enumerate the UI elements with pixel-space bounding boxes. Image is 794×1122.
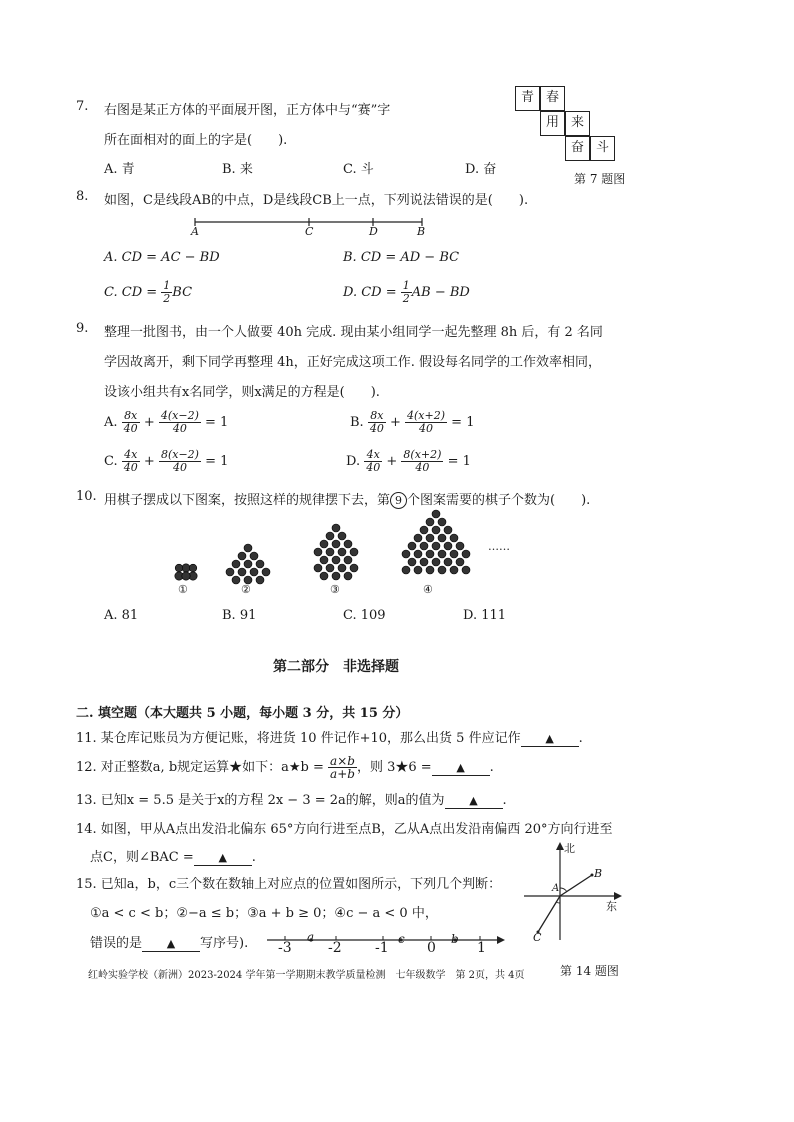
answer-triangle: ▲ <box>166 937 176 950</box>
fill-heading: 二. 填空题（本大题共 5 小题，每小题 3 分，共 15 分） <box>76 706 409 721</box>
pattern-ellipsis: …… <box>488 540 510 553</box>
q15-line1: 15. 已知a，b，c三个数在数轴上对应点的位置如图所示，下列几个判断： <box>76 877 502 892</box>
part2-title: 第二部分 非选择题 <box>273 659 399 675</box>
net-cell: 青 <box>515 86 540 111</box>
q15-line2: ①a < c < b；②−a ≤ b；③a + b ≥ 0；④c − a < 0 中， <box>90 906 438 921</box>
answer-triangle: ▲ <box>545 732 554 745</box>
q10-option-a: A. 81 <box>104 608 139 623</box>
q12: 12. 对正整数a, b规定运算★如下：a★b = $\frac{a\times b}{a+b}$ ，则 3★6 = ▲ . <box>76 754 494 781</box>
q9-option-c: C. $\frac{4x}{40}$ + $\frac{8(x-2)}{40}$ = 1 <box>104 448 229 474</box>
q9-option-b: B. $\frac{8x}{40}$ + $\frac{4(x+2)}{40}$ = 1 <box>350 409 475 435</box>
net-cell: 来 <box>565 111 590 136</box>
q7-caption: 第 7 题图 <box>574 172 626 186</box>
answer-triangle: ▲ <box>218 851 227 864</box>
q14-caption: 第 14 题图 <box>560 964 619 978</box>
tick-0: 0 <box>427 940 436 956</box>
q9-line1: 整理一批图书，由一个人做要 40h 完成. 现由某小组同学一起先整理 8h 后，有 2 名同 <box>104 325 603 340</box>
q9-option-d: D. $\frac{4x}{40}$ + $\frac{8(x+2)}{40}$ = 1 <box>346 448 471 474</box>
east-label: 东 <box>606 900 617 913</box>
answer-triangle: ▲ <box>456 761 465 774</box>
point-c-label: C <box>305 225 314 238</box>
answer-triangle: ▲ <box>469 794 478 807</box>
north-label: 北 <box>564 842 575 855</box>
q8-option-d: D. CD = $\frac{1}{2}$ AB − BD <box>343 279 470 305</box>
q10-option-c: C. 109 <box>343 608 386 623</box>
q11: 11. 某仓库记账员为方便记账，将进货 10 件记作+10，那么出货 5 件应记作 ▲ . <box>76 731 583 746</box>
tick-1: 1 <box>477 940 486 956</box>
q10-number: 10. <box>76 489 97 504</box>
q7-line1: 右图是某正方体的平面展开图，正方体中与“赛”字 <box>104 103 391 118</box>
q7-option-d: D. 奋 <box>465 162 497 177</box>
q7-option-b: B. 来 <box>222 162 253 177</box>
point-b-compass: B <box>594 867 603 880</box>
q13: 13. 已知x = 5.5 是关于x的方程 2x − 3 = 2a的解，则a的值为 ▲ . <box>76 793 507 808</box>
q8-option-c: C. CD = $\frac{1}{2}$ BC <box>104 279 193 305</box>
q10-text: 用棋子摆成以下图案，按照这样的规律摆下去，第 9 个图案需要的棋子个数为( ). <box>104 493 591 508</box>
q9-option-a: A. $\frac{8x}{40}$ + $\frac{4(x-2)}{40}$ = 1 <box>104 409 229 435</box>
pattern-label-2: ② <box>241 583 251 596</box>
compass-figure <box>520 840 630 945</box>
q7-line2: 所在面相对的面上的字是( ). <box>104 133 288 148</box>
point-a-compass: A <box>552 883 560 894</box>
q9-line2: 学因故离开，剩下同学再整理 4h，正好完成这项工作. 假设每名同学的工作效率相同， <box>104 355 602 370</box>
net-cell: 奋 <box>565 136 590 161</box>
tick-minus-3: -3 <box>278 940 292 956</box>
q8-text: 如图，C是线段AB的中点，D是线段CB上一点，下列说法错误的是( ). <box>104 193 529 208</box>
circled-nine: 9 <box>390 492 407 509</box>
q9-number: 9. <box>76 321 89 336</box>
q14-line1: 14. 如图，甲从A点出发沿北偏东 65°方向行进至点B，乙从A点出发沿南偏西 20°方向行进至 <box>76 822 613 837</box>
pattern-label-3: ③ <box>330 583 340 596</box>
q10-option-b: B. 91 <box>222 608 257 623</box>
point-c-compass: C <box>533 931 542 944</box>
q14-line2: 点C，则∠BAC = ▲ . <box>90 850 256 865</box>
point-a-label: A <box>191 225 199 238</box>
point-c-numberline: c <box>398 932 405 946</box>
q8-number: 8. <box>76 189 89 204</box>
net-cell: 斗 <box>590 136 615 161</box>
q9-line3: 设该小组共有x名同学，则x满足的方程是( ). <box>104 385 380 400</box>
q15-line3: 错误的是 ▲ 写序号). <box>90 936 249 951</box>
q7-option-a: A. 青 <box>104 162 135 177</box>
net-cell: 春 <box>540 86 565 111</box>
point-a-numberline: a <box>307 930 315 944</box>
point-b-numberline: b <box>451 932 459 946</box>
q8-option-b: B. CD = AD − BC <box>343 250 460 265</box>
net-cell: 用 <box>540 111 565 136</box>
q7-number: 7. <box>76 99 89 114</box>
q7-option-c: C. 斗 <box>343 162 374 177</box>
tick-minus-2: -2 <box>328 940 342 956</box>
tick-minus-1: -1 <box>375 940 389 956</box>
pattern-label-1: ① <box>178 583 188 596</box>
point-b-label: B <box>417 225 426 238</box>
page-footer: 红岭实验学校（新洲）2023-2024 学年第一学期期末教学质量检测 七年级数学 第 2页，共 4页 <box>88 970 525 981</box>
pattern-label-4: ④ <box>423 583 433 596</box>
point-d-label: D <box>369 225 378 238</box>
q10-option-d: D. 111 <box>463 608 507 623</box>
q8-option-a: A. CD = AC − BD <box>104 250 220 265</box>
